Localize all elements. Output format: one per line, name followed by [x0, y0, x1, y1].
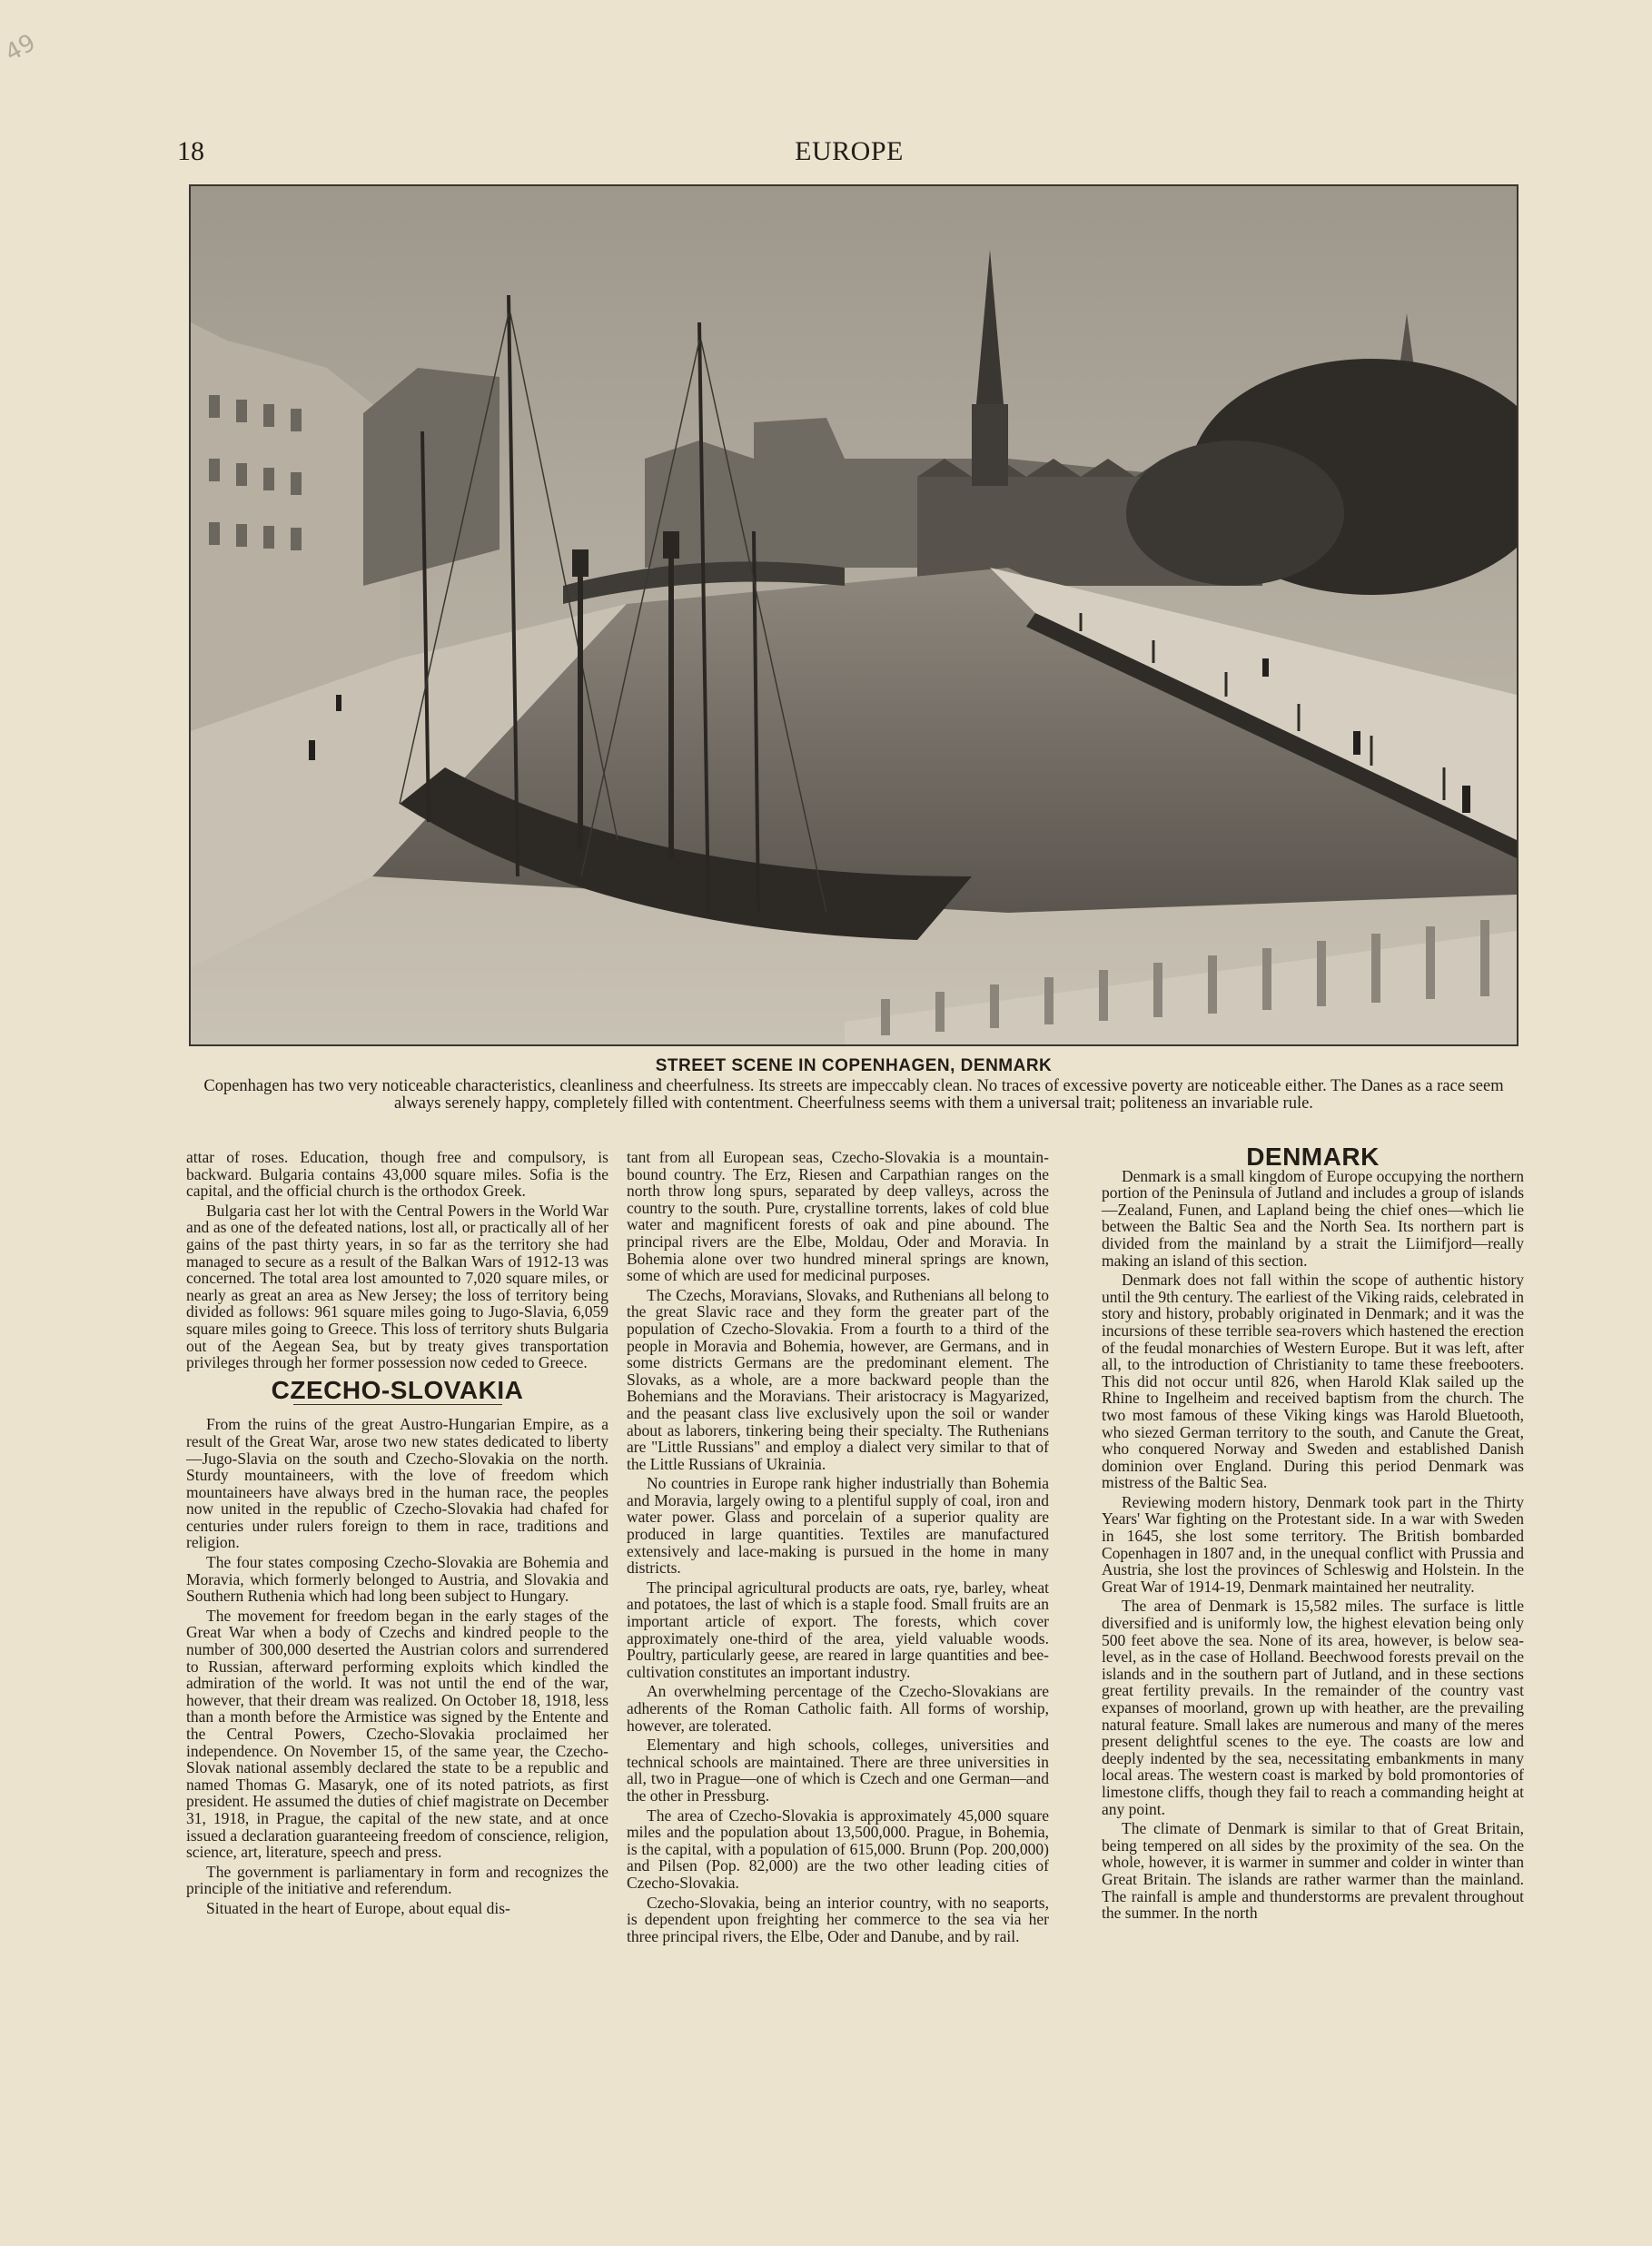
paragraph: The climate of Denmark is similar to that of Great Britain, being tempered on all sides by the proximity of the sea. On the whole, however, it is warmer in summer and colder in winter than Great Britain. The islands are rather warmer than the mainland. The rainfall is ample and thunderstorms are prevalent throughout the summer. In the north: [1102, 1819, 1524, 1923]
paragraph: Denmark does not fall within the scope of authentic history until the 9th century. The earliest of the Viking raids, celebrated in story and history, probably originated in Denmark; and it was the incursions of these terrible sea-rovers which hastened the erection of the feudal monarchies of Western Europe. But it was left, after all, to the introduction of Christianity to tame these freebooters. This did not occur until 826, when Harold Klak sailed up the Rhine to Ingelheim and received baptism from the church. The two most famous of these Viking kings was Harold Bluetooth, who siezed German territory to the south, and Canute the Great, who conquered Norway and Sweden and established Danish dominion over England. During this period Denmark was mistress of the Baltic Sea.: [1102, 1271, 1524, 1492]
page-number: 18: [177, 136, 204, 166]
caption-title: STREET SCENE IN COPENHAGEN, DENMARK: [655, 1056, 1053, 1075]
spire-tower: [972, 404, 1008, 486]
paragraph: Denmark is a small kingdom of Europe occupying the northern portion of the Peninsula of Jutland and includes a group of islands—Zealand, Funen, and Lapland being the chief ones—which lie between the Baltic Sea and the North Sea. Its northern part is divided from the mainland by a strait the Liimifjord—really making an island of this section.: [1102, 1166, 1524, 1270]
paragraph: An overwhelming percentage of the Czecho-Slovakians are adherents of the Roman Catholic faith. All forms of worship, however, are tolerated.: [627, 1682, 1049, 1735]
running-title: EUROPE: [795, 136, 904, 166]
running-header: [177, 136, 1521, 173]
paragraph: Elementary and high schools, colleges, universities and technical schools are maintained. There are three universities in all, two in Prague—one of which is Czech and one German—and the other in Pressburg.: [627, 1736, 1049, 1805]
text-column-2: [627, 1149, 1049, 1947]
paragraph: The four states composing Czecho-Slovakia are Bohemia and Moravia, which formerly belonged to Austria, and Slovakia and Southern Ruthenia which had long been subject to Hungary.: [186, 1553, 608, 1606]
paragraph: The area of Denmark is 15,582 miles. The surface is little diversified and is uniformly low, the highest elevation being only 500 feet above the sea. None of its area, however, is below sea-level, as in the case of Holland. Beechwood forests prevail on the islands and in the southern part of Jutland, and in these sections great fertility prevails. In the remainder of the country vast expanses of moorland, grown up with heather, are the prevailing natural feature. Small lakes are numerous and many of the meres present delightful scenes to the eye. The coasts are low and deeply indented by the sea, necessitating embankments in many local areas. The western coast is marked by bold promontories of limestone cliffs, though they fail to reach a commanding height at any point.: [1102, 1597, 1524, 1818]
heading-rule: [293, 1404, 502, 1405]
text-column-1: [186, 1149, 608, 1920]
paragraph: Czecho-Slovakia, being an interior country, with no seaports, is dependent upon freighting her commerce to the sea via her three principal rivers, the Elbe, Oder and Danube, and by rail.: [627, 1893, 1049, 1945]
section-heading-denmark: DENMARK: [1246, 1143, 1380, 1171]
paragraph: The government is parliamentary in form and recognizes the principle of the initiative and referendum.: [186, 1862, 608, 1898]
paragraph: Situated in the heart of Europe, about equal dis-: [206, 1898, 510, 1917]
paragraph: The Czechs, Moravians, Slovaks, and Ruthenians all belong to the great Slavic race and they form the greater part of the population of Czecho-Slovakia. From a fourth to a third of the people in Moravia and Bohemia, however, are Germans, and in some districts Germans are the predominant element. The Slovaks, as a whole, are a more backward people than the Bohemians and the Moravians. Their aristocracy is Magyarized, and the peasant class live exclusively upon the soil or wander about as laborers, tinkering being their specialty. The Ruthenians are "Little Russians" and employ a dialect very similar to that of the Little Russians of Ukrainia.: [627, 1285, 1049, 1473]
caption-text: Copenhagen has two very noticeable characteristics, cleanliness and cheerfulness. Its streets are impeccably clean. No traces of excessive poverty are noticeable either. The Danes as a race seem always serenely happy, completely filled with contentment. Cheerfulness seems with them a universal trait; politeness an invariable rule.: [203, 1077, 1504, 1113]
paragraph: No countries in Europe rank higher industrially than Bohemia and Moravia, largely owing to a plentiful supply of coal, iron and water power. Glass and porcelain of a superior quality are produced in large quantities. Textiles are manufactured extensively and lace-making is pursued in the home in many districts.: [627, 1474, 1049, 1578]
pencil-annotation: 49: [0, 28, 41, 68]
paragraph: tant from all European seas, Czecho-Slovakia is a mountain-bound country. The Erz, Riesen and Carpathian ranges on the north throw long spurs, separated by deep valleys, across the country to the south. Pure, crystalline torrents, lakes of cold blue water and magnificent forests of oak and pine abound. The principal rivers are the Elbe, Moldau, Oder and Moravia. In Bohemia alone over two hundred mineral springs are known, some of which are used for medicinal purposes.: [627, 1148, 1049, 1285]
paragraph: The area of Czecho-Slovakia is approximately 45,000 square miles and the population about 13,500,000. Prague, in Bohemia, is the capital, with a population of 615,000. Brunn (Pop. 200,000) and Pilsen (Pop. 82,000) are the two other leading cities of Czecho-Slovakia.: [627, 1806, 1049, 1892]
text-column-3: [1102, 1143, 1524, 1924]
section-heading-czecho-slovakia: CZECHO-SLOVAKIA: [271, 1375, 524, 1404]
photo-caption: [186, 1056, 1521, 1113]
photo-illustration: [191, 186, 1517, 1044]
paragraph: Bulgaria cast her lot with the Central Powers in the World War and as one of the defeated nations, lost all, or practically all of her gains of the past thirty years, in so far as the territory she had managed to secure as a result of the Balkan Wars of 1912-13 was concerned. The total area lost amounted to 7,020 square miles, or nearly as great an area as New Jersey; the loss of territory being divided as follows: 961 square miles going to Jugo-Slavia, 6,059 square miles going to Greece. This loss of territory shuts Bulgaria out of the Aegean Sea, but by treaty gives transportation privileges through her former possession now ceded to Greece.: [186, 1201, 608, 1372]
paragraph: The movement for freedom began in the early stages of the Great War when a body of Czechs and kindred people to the number of 300,000 deserted the Austrian colors and surrendered to Russian, afterward performing exploits which kindled the admiration of the world. It was not until the end of the war, however, that their dream was realized. On October 18, 1918, less than a month before the Armistice was signed by the Entente and the Central Powers, Czecho-Slovakia proclaimed her independence. On November 15, of the same year, the Czecho-Slovak national assembly declared the state to be a republic and named Thomas G. Masaryk, one of its noted patriots, as first president. He assumed the duties of chief magistrate on December 31, 1918, in Prague, the capital of the new state, and at once issued a declaration guaranteeing freedom of conscience, religion, science, art, literature, speech and press.: [186, 1606, 608, 1862]
paragraph: From the ruins of the great Austro-Hungarian Empire, as a result of the Great War, arose two new states dedicated to liberty—Jugo-Slavia on the south and Czecho-Slovakia on the north. Sturdy mountaineers, with the love of freedom which mountaineers have always bred in the human race, the peoples now united in the republic of Czecho-Slovakia had chafed for centuries under rulers foreign to them in race, traditions and religion.: [186, 1415, 608, 1552]
paragraph: The principal agricultural products are oats, rye, barley, wheat and potatoes, the last of which is a staple food. Small fruits are an important article of export. The forests, which cover approximately one-third of the area, yield valuable woods. Poultry, particularly geese, are reared in large quantities and bee-cultivation constitutes an important industry.: [627, 1578, 1049, 1681]
copenhagen-street-photo: [191, 186, 1517, 1044]
paragraph: attar of roses. Education, though free and compulsory, is backward. Bulgaria contains 43,000 square miles. Sofia is the capital, and the official church is the orthodox Greek.: [186, 1148, 608, 1201]
paragraph: Reviewing modern history, Denmark took part in the Thirty Years' War fighting on the Protestant side. In a war with Sweden in 1645, she lost some territory. The British bombarded Copenhagen in 1807 and, in the unequal conflict with Prussia and Austria, she lost the provinces of Schleswig and Holstein. In the Great War of 1914-19, Denmark maintained her neutrality.: [1102, 1492, 1524, 1596]
